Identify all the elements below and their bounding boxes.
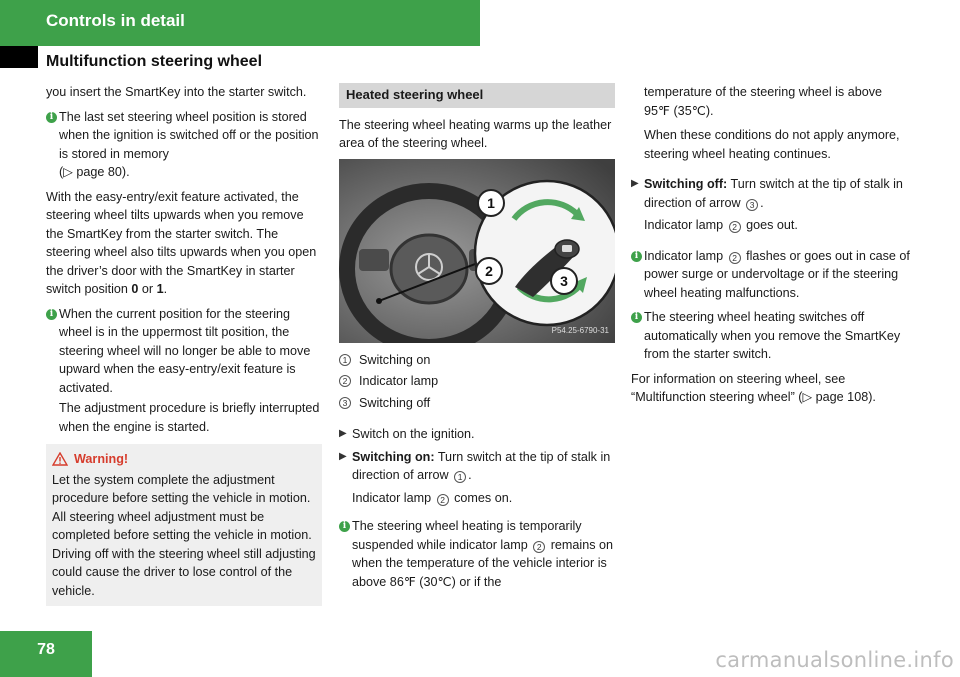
step-text: Indicator lamp	[352, 490, 435, 505]
key-position-0: 0	[131, 282, 139, 296]
inline-number: 1	[454, 471, 466, 483]
step-arrow-icon: ▶	[339, 450, 347, 462]
inline-number: 2	[533, 541, 545, 553]
paragraph-easy-entry	[46, 188, 322, 299]
info-note-auto-off	[631, 308, 911, 364]
step-text: Indicator lamp	[644, 218, 727, 232]
step-text: .	[760, 195, 764, 210]
watermark: carmanualsonline.info	[715, 648, 954, 672]
paragraph-smartkey: you insert the SmartKey into the starter switch.	[46, 85, 307, 99]
info-icon: i	[631, 251, 642, 262]
paragraph-text: .	[163, 282, 168, 296]
legend	[339, 351, 615, 413]
legend-number: 3	[339, 397, 351, 409]
inline-number: 2	[729, 221, 741, 233]
step-label: Switching on:	[352, 449, 435, 464]
info-note-text: When the current position for the steering wheel is in the uppermost tilt position, the steering wheel will no longer be able to move upward when the easy-entry/exit feature is activated.	[59, 306, 311, 395]
continued-text: temperature of the steering wheel is above 95℉ (35℃).	[644, 85, 883, 118]
step-switching-off	[631, 175, 911, 235]
info-note-text: The steering wheel heating is temporarily suspended while indicator lamp	[352, 519, 582, 552]
callout-2: 2	[485, 262, 493, 279]
info-note-uppermost-position	[46, 305, 322, 437]
legend-text: Switching on	[359, 352, 431, 367]
info-note-text: flashes or goes out in case of power surge or undervoltage or if the steering wheel heating malfunctions.	[644, 248, 910, 300]
column-right	[631, 83, 911, 413]
inline-number: 2	[729, 252, 741, 264]
legend-item	[339, 394, 615, 413]
info-icon: i	[631, 312, 642, 323]
inline-number: 2	[437, 494, 449, 506]
info-icon: i	[46, 309, 57, 320]
section-tab-marker	[0, 46, 38, 68]
warning-text: Let the system complete the adjustment procedure before setting the vehicle in motion. All steering wheel adjustment must be completed before setting the vehicle in motion. Driving off with the steering wheel still adjusting could cause the driver to lose control of the vehicle.	[52, 472, 316, 598]
step-text: comes on.	[450, 490, 513, 505]
warning-title: Warning!	[74, 452, 129, 466]
info-icon: i	[339, 521, 350, 532]
legend-text: Indicator lamp	[359, 374, 439, 388]
callout-1: 1	[487, 194, 495, 211]
key-position-1: 1	[156, 282, 164, 296]
callout-3: 3	[560, 272, 568, 289]
step-text: Switch on the ignition.	[352, 427, 475, 441]
paragraph-see-also: For information on steering wheel, see “Multifunction steering wheel” (▷ page 108).	[631, 371, 876, 404]
step-result	[352, 489, 615, 508]
step-arrow-icon: ▶	[339, 428, 347, 439]
legend-item	[339, 351, 615, 370]
step-text: Turn switch at the tip of stalk in direction of arrow	[644, 177, 903, 210]
info-note-text: The steering wheel heating switches off automatically when you remove the SmartKey from the starter switch.	[644, 310, 901, 361]
step-label: Switching off:	[644, 177, 728, 191]
photo-code: P54.25-6790-31	[551, 326, 609, 335]
info-note-text: The last set steering wheel position is stored when the ignition is switched off or the position is stored in memory	[59, 109, 319, 161]
section-title: Multifunction steering wheel	[46, 53, 263, 70]
info-note-temporarily-suspended	[339, 517, 615, 591]
info-note-text: remains on when the temperature of the vehicle interior is above 86℉ (30℃) or if the	[352, 537, 614, 589]
column-middle	[339, 83, 615, 597]
step-text: Turn switch at the tip of stalk in direction of arrow	[352, 449, 611, 482]
legend-number: 1	[339, 354, 351, 366]
paragraph-intro: The steering wheel heating warms up the leather area of the steering wheel.	[339, 117, 612, 150]
legend-number: 2	[339, 375, 351, 387]
step-text: .	[468, 468, 472, 482]
step-ignition	[339, 425, 615, 444]
step-switching-on	[339, 448, 615, 508]
info-note-indicator-flashes	[631, 247, 911, 303]
chapter-title: Controls in detail	[46, 11, 185, 30]
page-number: 78	[37, 641, 55, 658]
step-result	[644, 216, 911, 235]
info-icon: i	[46, 112, 57, 123]
info-note-position-stored	[46, 108, 322, 182]
info-note-subtext: The adjustment procedure is briefly interrupted when the engine is started.	[59, 401, 320, 434]
continued-note	[631, 83, 911, 163]
paragraph-text: With the easy-entry/exit feature activated, the steering wheel tilts upwards when you remove the SmartKey from the starter switch. The steering wheel also tilts upwards when you open the driver’s door with the SmartKey in starter switch position	[46, 189, 317, 296]
page-number-box	[0, 631, 92, 677]
page-reference[interactable]: (▷ page 80).	[59, 165, 130, 179]
step-text: goes out.	[742, 218, 798, 232]
legend-text: Switching off	[359, 395, 431, 410]
legend-item	[339, 372, 615, 391]
steering-wheel-illustration	[339, 159, 615, 343]
warning-heading	[52, 450, 316, 469]
paragraph-text: or	[138, 282, 157, 296]
info-note-text: Indicator lamp	[644, 248, 727, 263]
warning-triangle-icon	[52, 452, 68, 466]
subsection-heading: Heated steering wheel	[339, 83, 615, 108]
column-left	[46, 83, 322, 606]
steering-wheel-photo	[339, 159, 615, 343]
warning-box	[46, 444, 322, 606]
continued-text: When these conditions do not apply anymore, steering wheel heating continues.	[644, 128, 900, 161]
inline-number: 3	[746, 199, 758, 211]
step-arrow-icon: ▶	[631, 178, 639, 189]
